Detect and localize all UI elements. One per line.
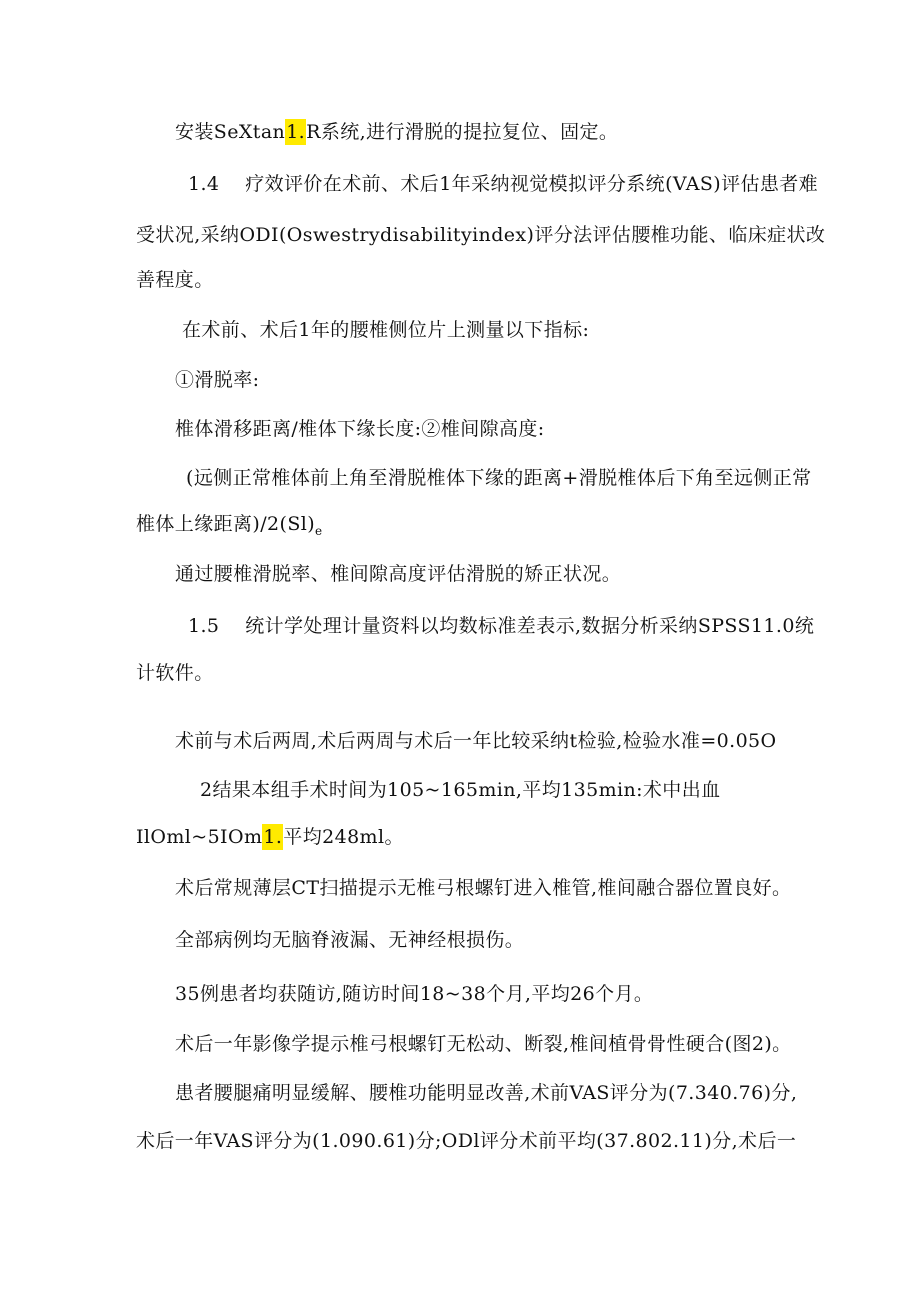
highlighted-text: 1. xyxy=(263,826,283,848)
paragraph-line xyxy=(175,1079,797,1107)
text-span: 受状况,采纳ODI(Oswestrydisabilityindex)评分法评估腰椎功能、临床症状改 xyxy=(136,224,826,246)
text-span: 术后常规薄层CT扫描提示无椎弓根螺钉进入椎管,椎间融合器位置良好。 xyxy=(175,877,792,899)
paragraph-line xyxy=(175,926,524,954)
paragraph-line xyxy=(136,823,404,851)
paragraph-line xyxy=(175,727,777,755)
text-span: 35例患者均获随访,随访时间18~38个月,平均26个月。 xyxy=(175,983,654,1005)
paragraph-line xyxy=(200,776,721,804)
text-span: 术后一年影像学提示椎弓根螺钉无松动、断裂,椎间植骨骨性硬合(图2)。 xyxy=(175,1033,792,1055)
text-span: 通过腰椎滑脱率、椎间隙高度评估滑脱的矫正状况。 xyxy=(175,563,622,585)
text-span: 统计学处理计量资料以均数标准差表示,数据分析采纳SPSS11.0统 xyxy=(245,615,815,637)
text-span: 平均248ml。 xyxy=(283,826,404,848)
text-span: (远侧正常椎体前上角至滑脱椎体下缘的距离+滑脱椎体后下角至远侧正常 xyxy=(186,467,812,489)
text-span: ①滑脱率: xyxy=(175,369,260,391)
paragraph-line xyxy=(136,221,825,249)
paragraph-line xyxy=(188,612,814,640)
paragraph-line xyxy=(175,560,621,588)
text-span: IlOml~5IOm xyxy=(136,826,263,848)
text-span: 椎体上缘距离)/2(Sl) xyxy=(136,513,316,535)
text-span: 患者腰腿痛明显缓解、腰椎功能明显改善,术前VAS评分为(7.340.76)分, xyxy=(175,1082,798,1104)
paragraph-line xyxy=(175,366,259,394)
paragraph-line xyxy=(175,874,791,902)
section-number: 1.4 xyxy=(188,173,220,195)
paragraph-line xyxy=(136,510,323,545)
paragraph-line xyxy=(136,1127,796,1155)
text-span: 安装SeXtan xyxy=(175,121,286,143)
text-span: 术后一年VAS评分为(1.090.61)分;ODl评分术前平均(37.802.11)分,术后一 xyxy=(136,1130,797,1152)
text-span: R系统,进行滑脱的提拉复位、固定。 xyxy=(306,121,619,143)
text-span: 疗效评价在术前、术后1年采纳视觉模拟评分系统(VAS)评估患者难 xyxy=(245,173,819,195)
highlighted-text: 1. xyxy=(286,121,306,143)
text-span: 椎体滑移距离/椎体下缘长度:②椎间隙高度: xyxy=(175,418,545,440)
paragraph-line xyxy=(186,464,812,492)
text-span: 善程度。 xyxy=(136,269,214,291)
text-span: 2结果本组手术时间为105~165min,平均135min:术中出血 xyxy=(200,779,721,801)
paragraph-line xyxy=(175,980,653,1008)
text-span: 术前与术后两周,术后两周与术后一年比较采纳t检验,检验水准=0.05O xyxy=(175,730,777,752)
paragraph-line xyxy=(188,170,818,198)
text-span: 计软件。 xyxy=(136,662,214,684)
paragraph-line xyxy=(136,266,214,294)
paragraph-line xyxy=(175,118,618,146)
paragraph-line xyxy=(175,415,545,443)
text-span: 在术前、术后1年的腰椎侧位片上测量以下指标: xyxy=(182,319,590,341)
section-number: 1.5 xyxy=(188,615,220,637)
text-span: 全部病例均无脑脊液漏、无神经根损伤。 xyxy=(175,929,525,951)
subscript-text: e xyxy=(315,524,323,538)
paragraph-line xyxy=(175,1030,792,1058)
paragraph-line xyxy=(136,659,214,687)
paragraph-line xyxy=(182,316,589,344)
